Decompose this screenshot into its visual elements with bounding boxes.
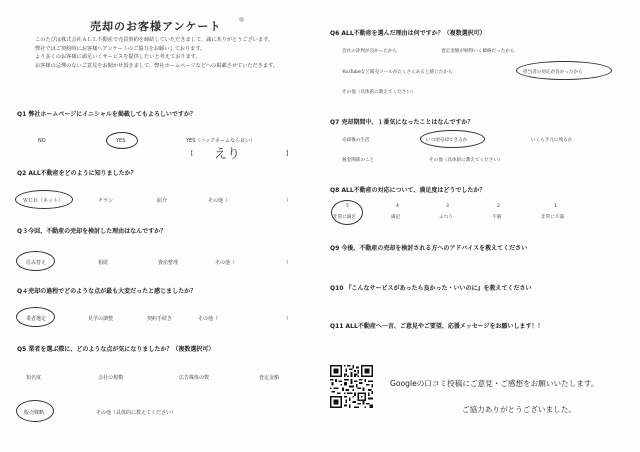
intro-line: 弊社ではご契約時にお客様へアンケートのご協力をお願いしております。 (35, 45, 206, 52)
question-8: Q8 ALL不動産の対応について、満足度はどうでしたか？ (330, 187, 486, 194)
question-1: Q1 弊社ホームページにイニシャルを掲載してもよろしいですか？ (17, 111, 196, 118)
page-title: 売却のお客様アンケート (90, 20, 222, 33)
scan-artifact (239, 17, 244, 22)
q2-option-web[interactable]: ＷＥＢ（ネット） (23, 198, 64, 204)
question-7: Q7 売却期間中、１番気になったことはなんですか？ (330, 119, 474, 126)
q8-scale-number[interactable]: 3 (446, 204, 449, 209)
intro-line: お客様の忌憚のないご意見をお聞かせ頂きまして、弊社ホームページなどへの掲載させていただきます。 (35, 62, 278, 69)
q1-option-yes-nickname[interactable]: YES（ニックネームなら良い） (186, 138, 256, 144)
q1-option-yes[interactable]: YES (116, 138, 126, 144)
q1-option-no[interactable]: NO (38, 138, 46, 144)
bracket-close: ） (286, 260, 292, 266)
q2-option-other[interactable]: その他（ (208, 198, 229, 204)
footer-review-request: Googleの口コミ投稿にご意見・ご感想をお願いいたします。 (390, 379, 599, 388)
q6-option-staff[interactable]: 担当者の対応が良かったから (523, 70, 583, 75)
bracket-open: 【 (188, 151, 194, 157)
q5-option-recognition[interactable]: 知名度 (26, 375, 42, 381)
q6-option-reputation[interactable]: 会社の評判が良かったから (342, 49, 398, 54)
handwritten-nickname: えり (214, 147, 241, 162)
q3-option-other[interactable]: その他（ (215, 260, 236, 266)
q4-option-contract[interactable]: 契約手続き (147, 316, 173, 322)
bracket-close: ） (286, 316, 292, 322)
q5-option-sales-strategy[interactable]: 販売戦略 (24, 410, 45, 416)
q8-scale-label: 不満 (492, 215, 502, 220)
q8-scale-label: ふつう (439, 215, 453, 220)
q6-option-other[interactable]: その他（具体的に教えてください） (342, 90, 416, 95)
question-5: Q5 業者を選ぶ際に、どのような点が気になりましたか？（複数選択可） (17, 346, 215, 353)
intro-line: このたびは株式会社ＡＬＬ不動産で売買契約を締結していただきまして、誠にありがとうございます。 (35, 37, 274, 43)
q8-scale-label: 満足 (391, 215, 401, 220)
q8-scale-number[interactable]: 5 (346, 204, 349, 209)
q7-option-remaining[interactable]: いくら手元に残るか (531, 138, 573, 143)
q8-scale-number[interactable]: 1 (554, 204, 557, 209)
q4-option-agent-selection[interactable]: 業者選定 (26, 316, 47, 322)
selection-circle (420, 130, 485, 148)
q8-scale-number[interactable]: 2 (497, 204, 500, 209)
question-9: Q9 今後、不動産の売却を検討される方へのアドバイスを教えてください (330, 245, 528, 252)
selection-circle (331, 200, 363, 225)
qr-code-icon[interactable] (330, 365, 373, 408)
question-4: Q４売却の過程でどのような点が最も大変だったと感じましたか？ (17, 288, 197, 295)
q7-option-tax[interactable]: 税金関係のこと (342, 158, 375, 163)
question-6: Q6 ALL不動産を選んだ理由は何ですか？（複数選択可） (330, 30, 486, 37)
q8-scale-label: 非常に満足 (333, 215, 356, 220)
selection-circle (16, 251, 55, 271)
q3-option-inheritance[interactable]: 相続 (98, 260, 109, 266)
q4-option-other[interactable]: その他（ (198, 316, 219, 322)
q4-option-viewing-schedule[interactable]: 見学の調整 (88, 316, 114, 322)
q6-option-youtube[interactable]: YouTubeなど販売ツールがたくさんあると感じたから (342, 70, 453, 75)
question-3: Q３今回、不動産の売却を検討した理由はなんですか？ (17, 228, 167, 235)
selection-circle (516, 61, 612, 80)
q5-option-company-size[interactable]: 会社の規模 (98, 375, 124, 381)
question-11: Q11 ALL不動産へ一言、ご意見やご要望、応援メッセージをお願いします！！ (330, 323, 544, 330)
question-10: Q10 『こんなサービスがあったら良かった・いいのに』を教えてください (330, 285, 532, 292)
question-2: Q2 ALL不動産をどのように知りましたか？ (17, 170, 137, 177)
q2-option-flyer[interactable]: チラシ (98, 198, 114, 204)
selection-circle (106, 132, 138, 149)
q6-option-appraisal[interactable]: 査定金額が納得いく価格だったから (441, 49, 515, 54)
selection-circle (16, 400, 54, 422)
q5-option-appraisal[interactable]: 査定金額 (259, 375, 280, 381)
q3-option-asset-sorting[interactable]: 資産整理 (158, 260, 179, 266)
q5-option-ad-media[interactable]: 広告媒体の数 (179, 375, 210, 381)
q3-option-relocation[interactable]: 住み替え (26, 260, 47, 266)
q2-option-referral[interactable]: 紹介 (157, 198, 168, 204)
q7-option-timing[interactable]: いつ頃売却できるか (426, 138, 468, 143)
intro-line: より多くのお客様に満足いくサービスを提供したいと考えております。 (35, 54, 201, 60)
q8-scale-label: 非常に不満 (541, 215, 564, 220)
footer-thanks: ご協力ありがとうございました。 (462, 405, 576, 414)
q7-option-life-after[interactable]: 売却後の生活 (342, 138, 370, 143)
bracket-close: ） (286, 198, 292, 204)
bracket-close: 】 (286, 151, 292, 157)
selection-circle (15, 190, 73, 209)
q5-option-other[interactable]: その他（具体的に教えてください） (96, 410, 177, 416)
selection-circle (16, 307, 55, 327)
q8-scale-number[interactable]: 4 (396, 204, 399, 209)
q7-option-other[interactable]: その他（具体的に教えてください） (429, 158, 503, 163)
